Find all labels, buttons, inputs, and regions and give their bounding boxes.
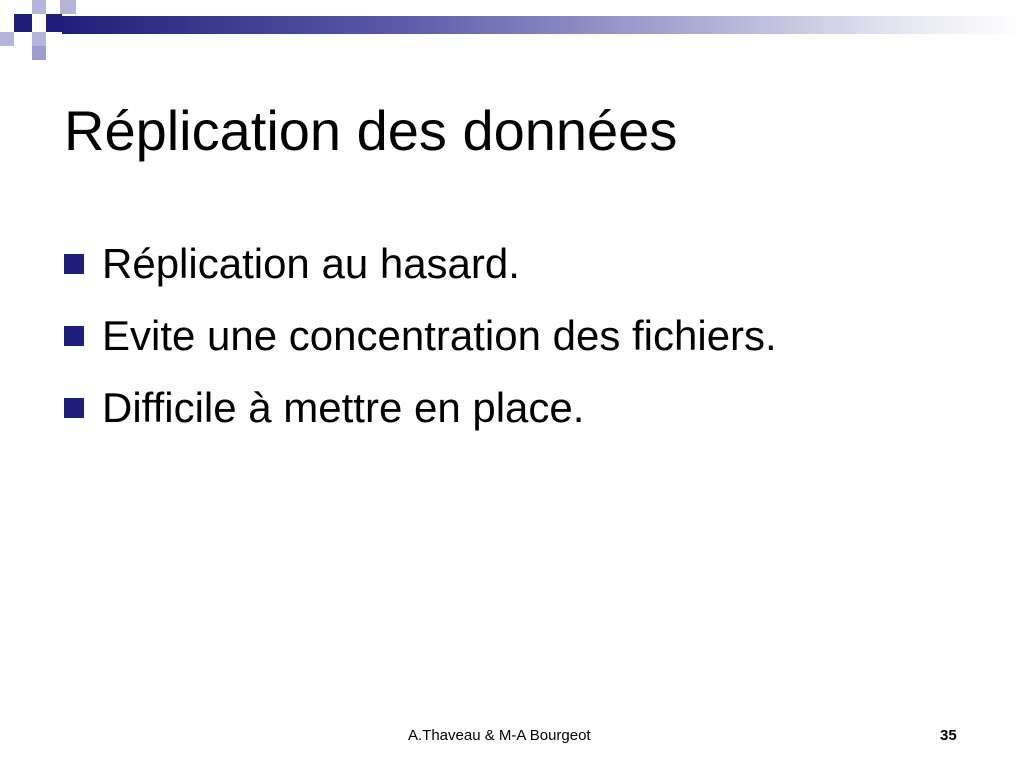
header-gradient-band	[62, 16, 1024, 34]
bullet-list	[64, 228, 777, 444]
bullet-text: Evite une concentration des fichiers.	[102, 312, 777, 359]
bullet-text: Réplication au hasard.	[102, 240, 520, 287]
bullet-item	[64, 300, 777, 372]
decor-square	[14, 14, 32, 32]
footer-authors: A.Thaveau & M-A Bourgeot	[408, 727, 591, 744]
decor-square	[0, 32, 14, 46]
square-bullet-icon	[64, 254, 84, 274]
page-number: 35	[940, 727, 957, 744]
square-bullet-icon	[64, 398, 84, 418]
decor-square	[32, 46, 46, 60]
square-bullet-icon	[64, 326, 84, 346]
decor-square	[46, 14, 62, 32]
decor-square	[32, 0, 46, 14]
bullet-text: Difficile à mettre en place.	[102, 384, 585, 431]
decor-square	[60, 0, 76, 14]
bullet-item	[64, 372, 777, 444]
bullet-item	[64, 228, 777, 300]
decor-square	[32, 32, 46, 46]
slide-title: Réplication des données	[64, 99, 678, 162]
